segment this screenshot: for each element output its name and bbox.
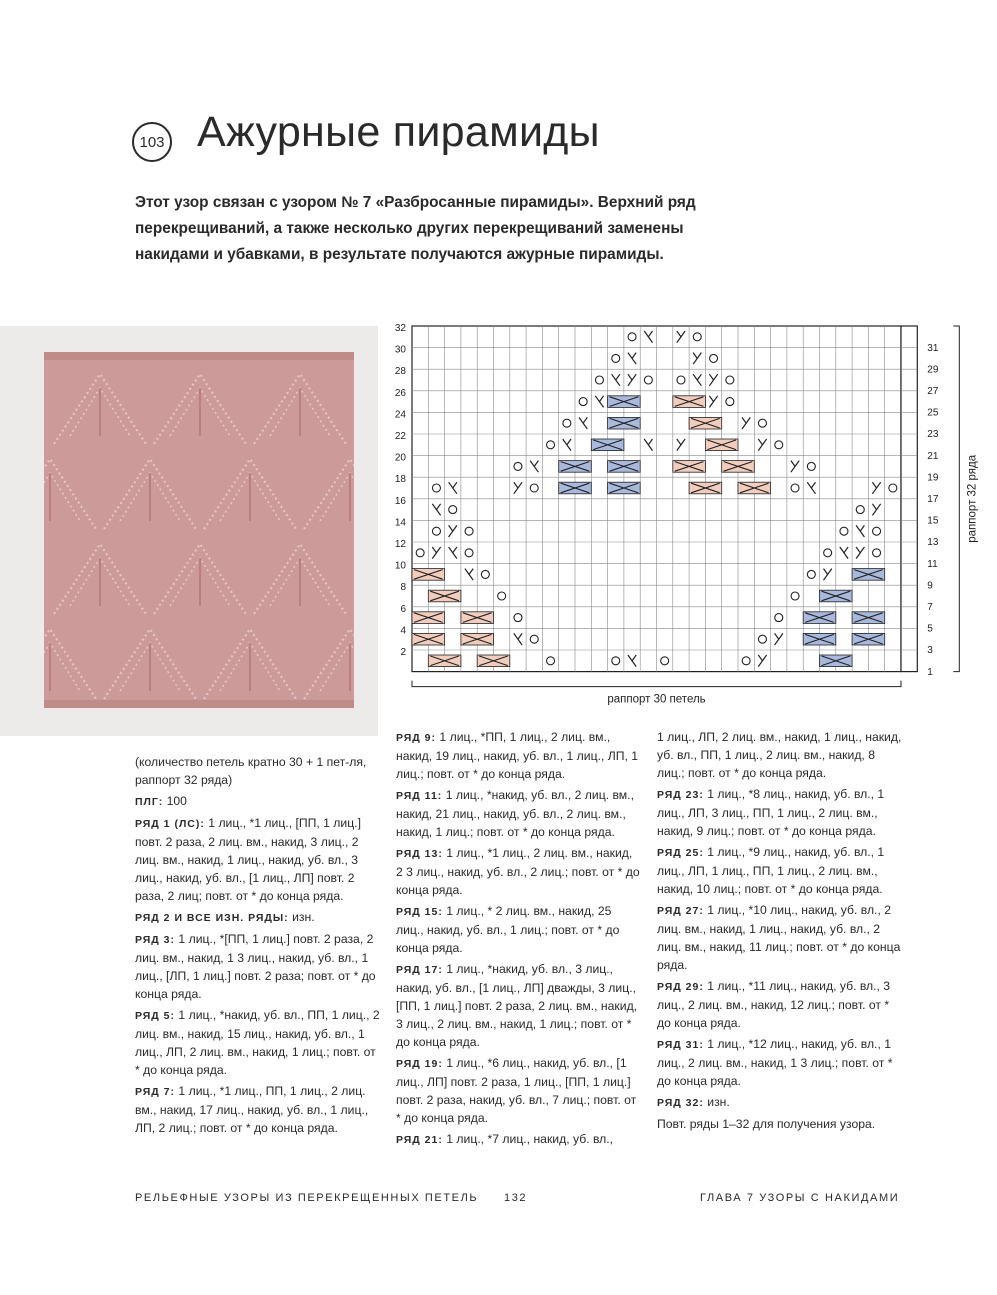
row-number-right: 19: [927, 472, 939, 484]
row-number-left: 10: [394, 560, 406, 572]
instruction-paragraph: [657, 1093, 902, 1112]
instructions-column-2: [396, 728, 641, 1152]
instruction-text: 1 лиц., *1 лиц., ПП, 1 лиц., 2 лиц. вм., накид, 17 лиц., накид, уб. вл., 1 лиц., ЛП, 2 лиц.; повт. от * до конца ряда.: [135, 1084, 369, 1135]
row-label: РЯД 2 И ВСЕ ИЗН. РЯДЫ:: [135, 912, 289, 924]
row-number-right: 7: [927, 602, 933, 613]
instruction-text: 1 лиц., *1 лиц., 2 лиц. вм., накид, 2 3 лиц., накид, уб. вл., 2 лиц.; повт. от * до конца ряда.: [396, 846, 640, 897]
instruction-text: 1 лиц., *ПП, 1 лиц., 2 лиц. вм., накид, 19 лиц., накид, уб. вл., 1 лиц., ЛП, 1 лиц.; повт. от * до конца ряда.: [396, 730, 639, 781]
row-label: РЯД 19:: [396, 1058, 443, 1070]
photo-margin: [0, 326, 44, 736]
swatch-edge: [44, 700, 354, 708]
row-number-left: 18: [394, 474, 406, 486]
chart-svg: [390, 318, 990, 713]
row-number-left: 30: [394, 344, 406, 356]
instruction-paragraph: [396, 1130, 641, 1149]
instruction-text: 1 лиц., *[ПП, 1 лиц.] повт. 2 раза, 2 лиц. вм., накид, 1 3 лиц., накид, уб. вл., 1 лиц., [ЛП, 1 лиц.] повт. 2 раза; повт. от * до конца ряда.: [135, 932, 376, 1001]
instruction-paragraph: [657, 977, 902, 1032]
row-number-right: 29: [927, 364, 939, 376]
row-label: РЯД 13:: [396, 848, 443, 860]
repeat-bracket-bottom: [412, 681, 901, 687]
row-label: ПЛГ:: [135, 796, 164, 808]
row-label: РЯД 27:: [657, 905, 704, 917]
row-number-right: 21: [927, 450, 939, 462]
instructions-column-3: [657, 728, 902, 1136]
instruction-paragraph: [135, 753, 380, 789]
instruction-paragraph: [396, 1054, 641, 1127]
intro-line: накидами и убавками, в результате получаются ажурные пирамиды.: [135, 246, 664, 263]
row-number-left: 28: [394, 366, 406, 378]
instruction-text: 1 лиц., *накид, уб. вл., 2 лиц. вм., накид, 21 лиц., накид, уб. вл., 2 лиц. вм., накид, 1 лиц.; повт. от * до конца ряда.: [396, 788, 634, 839]
row-number-right: 11: [927, 558, 938, 570]
instruction-paragraph: [657, 1035, 902, 1090]
instruction-paragraph: [396, 960, 641, 1051]
instruction-text: 1 лиц., *9 лиц., накид, уб. вл., 1 лиц., ЛП, 1 лиц., ПП, 1 лиц., 2 лиц. вм., накид, 10 лиц.; повт. от * до конца ряда.: [657, 845, 885, 896]
instruction-text: 1 лиц., ЛП, 2 лиц. вм., накид, 1 лиц., накид, уб. вл., ПП, 1 лиц., 2 лиц. вм., накид, 8 лиц.; повт. от * до конца ряда.: [657, 730, 902, 780]
instruction-text: 1 лиц., *1 лиц., [ПП, 1 лиц.] повт. 2 раза, 2 лиц. вм., накид, 3 лиц., 2 лиц. вм., накид, 1 лиц., накид, уб. вл., 3 лиц., накид, уб. вл., [1 лиц., ЛП] повт. 2 раза, 2 лиц; повт. от * до конца ряда.: [135, 816, 361, 903]
instruction-paragraph: [135, 1082, 380, 1137]
instruction-text: изн.: [707, 1095, 730, 1109]
instruction-text: 1 лиц., *накид, уб. вл., 3 лиц., накид, уб. вл., [1 лиц., ЛП] дважды, 3 лиц., [ПП, 1 лиц.] повт. 2 раза, 2 лиц. вм., накид, 3 лиц., 2 лиц. вм., накид, 1 лиц.; повт. от * до конца ряда.: [396, 962, 638, 1049]
row-number-left: 24: [394, 409, 406, 421]
row-number-left: 8: [400, 582, 406, 594]
pattern-number-badge: [132, 122, 172, 162]
swatch-photo: [0, 326, 378, 736]
instruction-text: 1 лиц., *12 лиц., накид, уб. вл., 1 лиц., 2 лиц. вм., накид, 1 3 лиц.; повт. от * до конца ряда.: [657, 1037, 893, 1088]
pattern-number: 103: [139, 133, 165, 151]
instruction-paragraph: [135, 908, 380, 927]
instruction-paragraph: [135, 814, 380, 905]
row-label: РЯД 32:: [657, 1097, 704, 1109]
instruction-text: (количество петель кратно 30 + 1 пет-ля, раппорт 32 ряда): [135, 755, 367, 787]
instruction-paragraph: [396, 786, 641, 841]
instruction-text: 1 лиц., *10 лиц., накид, уб. вл., 2 лиц. вм., накид, 1 лиц., накид, уб. вл., 2 лиц. вм., накид, 11 лиц.; повт. от * до конца ряда.: [657, 903, 901, 972]
row-label: РЯД 5:: [135, 1010, 176, 1022]
photo-margin: [354, 326, 378, 736]
instructions-column-1: [135, 753, 380, 1140]
row-label: РЯД 31:: [657, 1039, 704, 1051]
knitting-chart: [390, 318, 990, 718]
intro-paragraph: [135, 190, 735, 268]
instruction-paragraph: [657, 728, 902, 782]
footer-chapter: ГЛАВА 7 УЗОРЫ С НАКИДАМИ: [700, 1192, 900, 1204]
row-label: РЯД 3:: [135, 934, 176, 946]
row-label: РЯД 29:: [657, 981, 704, 993]
instruction-paragraph: [135, 1006, 380, 1079]
row-label: РЯД 15:: [396, 906, 443, 918]
row-number-right: 23: [927, 429, 939, 441]
row-number-left: 16: [394, 495, 406, 507]
instruction-text: 1 лиц., *накид, уб. вл., ПП, 1 лиц., 2 лиц. вм., накид, 15 лиц., накид, уб. вл., 1 лиц., ЛП, 2 лиц. вм., накид, 1 лиц.; повт. от * до конца ряда.: [135, 1008, 380, 1077]
intro-line: Этот узор связан с узором № 7 «Разбросанные пирамиды». Верхний ряд: [135, 194, 696, 211]
swatch-image: [0, 326, 378, 736]
footer-book-title: РЕЛЬЕФНЫЕ УЗОРЫ ИЗ ПЕРЕКРЕЩЕННЫХ ПЕТЕЛЬ: [135, 1192, 479, 1204]
instruction-paragraph: [657, 901, 902, 974]
row-repeat-label: раппорт 32 ряда: [966, 454, 979, 543]
row-label: РЯД 21:: [396, 1134, 443, 1146]
row-number-right: 31: [927, 342, 939, 354]
instruction-text: 1 лиц., * 2 лиц. вм., накид, 25 лиц., накид, уб. вл., 1 лиц.; повт. от * до конца ряда.: [396, 904, 620, 955]
row-label: РЯД 17:: [396, 964, 443, 976]
row-number-left: 22: [394, 431, 406, 442]
row-number-right: 25: [927, 407, 939, 419]
instruction-paragraph: [135, 930, 380, 1003]
page-title: Ажурные пирамиды: [197, 108, 600, 156]
row-label: РЯД 25:: [657, 847, 704, 859]
row-label: РЯД 1 (ЛС):: [135, 818, 205, 830]
instruction-text: 100: [166, 794, 187, 808]
row-label: РЯД 11:: [396, 790, 443, 802]
row-number-right: 15: [927, 515, 939, 527]
row-number-left: 2: [400, 647, 406, 658]
instruction-paragraph: [657, 785, 902, 840]
row-number-right: 3: [927, 645, 933, 657]
instruction-text: 1 лиц., *6 лиц., накид, уб. вл., [1 лиц., ЛП] повт. 2 раза, 1 лиц., [ПП, 1 лиц.] повт. 2 раза, накид, уб. вл., 7 лиц.; повт. от * до конца ряда.: [396, 1056, 637, 1125]
row-label: РЯД 23:: [657, 789, 704, 801]
row-number-right: 9: [927, 580, 933, 592]
row-number-left: 12: [394, 539, 406, 550]
row-number-left: 20: [394, 452, 406, 464]
row-number-left: 4: [400, 625, 406, 637]
row-number-right: 27: [927, 386, 939, 397]
row-number-left: 26: [394, 387, 406, 399]
instruction-text: 1 лиц., *7 лиц., накид, уб. вл.,: [446, 1132, 614, 1146]
instruction-paragraph: [135, 792, 380, 811]
row-label: РЯД 7:: [135, 1086, 176, 1098]
instruction-paragraph: [657, 1115, 902, 1133]
row-number-left: 6: [400, 603, 406, 615]
instruction-paragraph: [657, 843, 902, 898]
row-number-right: 5: [927, 623, 933, 635]
swatch-edge: [44, 352, 354, 360]
instruction-text: 1 лиц., *11 лиц., накид, уб. вл., 3 лиц., 2 лиц. вм., накид, 12 лиц.; повт. от * до конца ряда.: [657, 979, 891, 1030]
instruction-paragraph: [396, 844, 641, 899]
instruction-paragraph: [396, 728, 641, 783]
row-number-right: 17: [927, 494, 939, 505]
row-number-right: 1: [927, 666, 933, 678]
row-label: РЯД 9:: [396, 732, 437, 744]
instruction-text: 1 лиц., *8 лиц., накид, уб. вл., 1 лиц., ЛП, 3 лиц., ПП, 1 лиц., 2 лиц. вм., накид, 9 лиц.; повт. от * до конца ряда.: [657, 787, 885, 838]
page-number: 132: [504, 1192, 528, 1204]
stitch-repeat-label: раппорт 30 петель: [607, 693, 706, 706]
instruction-text: Повт. ряды 1–32 для получения узора.: [657, 1117, 876, 1131]
instruction-paragraph: [396, 902, 641, 957]
row-number-left: 32: [394, 323, 406, 334]
instruction-text: изн.: [292, 910, 315, 924]
row-number-left: 14: [394, 517, 406, 529]
repeat-bracket-side: [953, 326, 959, 672]
row-number-right: 13: [927, 537, 939, 549]
intro-line: перекрещиваний, а также несколько других перекрещиваний заменены: [135, 220, 684, 237]
